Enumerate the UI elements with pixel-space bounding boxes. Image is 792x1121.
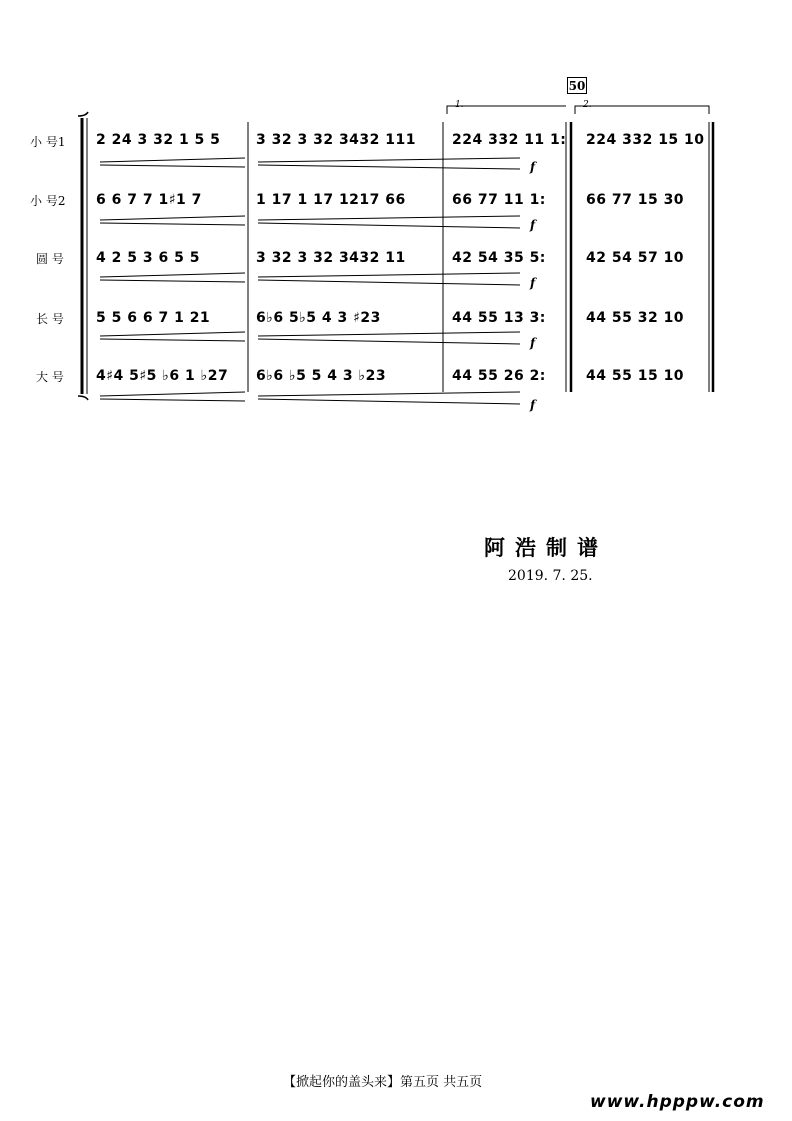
measure: 42 54 57 10 xyxy=(586,250,685,266)
measure: 2 24 3 32 1 5 5 xyxy=(96,132,221,148)
staff-lines xyxy=(0,0,792,420)
measure: 4♯4 5♯5 ♭6 1 ♭27 xyxy=(96,368,229,384)
instrument-label: 长 号 xyxy=(36,312,64,326)
measure: 3 32 3 32 3432 111 xyxy=(256,132,417,148)
measure: 6 6 7 7 1♯1 7 xyxy=(96,192,202,208)
dynamic-marking: f xyxy=(530,160,536,174)
measure: 44 55 13 3: xyxy=(452,310,546,326)
measure: 224 332 15 10 xyxy=(586,132,705,148)
measure: 224 332 11 1: xyxy=(452,132,567,148)
measure: 44 55 32 10 xyxy=(586,310,685,326)
measure: 6♭6 5♭5 4 3 ♯23 xyxy=(256,310,381,326)
measure: 4 2 5 3 6 5 5 xyxy=(96,250,200,266)
measure: 66 77 15 30 xyxy=(586,192,685,208)
volta-2-label: 2. xyxy=(583,100,592,110)
instrument-label: 小 号1 xyxy=(30,135,66,149)
dynamic-marking: f xyxy=(530,276,536,290)
site-watermark: www.hpppw.com xyxy=(590,1092,765,1112)
dynamic-marking: f xyxy=(530,398,536,412)
measure: 1 17 1 17 1217 66 xyxy=(256,192,406,208)
measure: 42 54 35 5: xyxy=(452,250,546,266)
arrangement-date: 2019. 7. 25. xyxy=(508,568,593,584)
instrument-label: 小 号2 xyxy=(30,194,66,208)
measure: 3 32 3 32 3432 11 xyxy=(256,250,406,266)
measure: 44 55 26 2: xyxy=(452,368,546,384)
volta-1-label: 1. xyxy=(455,100,464,110)
arranger-credit: 阿浩制谱 xyxy=(484,535,608,560)
dynamic-marking: f xyxy=(530,336,536,350)
measure: 5 5 6 6 7 1 21 xyxy=(96,310,211,326)
rehearsal-mark: 50 xyxy=(568,79,586,93)
page-footer: 【掀起你的盖头来】第五页 共五页 xyxy=(283,1075,483,1090)
measure: 6♭6 ♭5 5 4 3 ♭23 xyxy=(256,368,387,384)
instrument-label: 大 号 xyxy=(36,370,64,384)
measure: 66 77 11 1: xyxy=(452,192,546,208)
instrument-label: 圆 号 xyxy=(36,252,64,266)
dynamic-marking: f xyxy=(530,218,536,232)
measure: 44 55 15 10 xyxy=(586,368,685,384)
